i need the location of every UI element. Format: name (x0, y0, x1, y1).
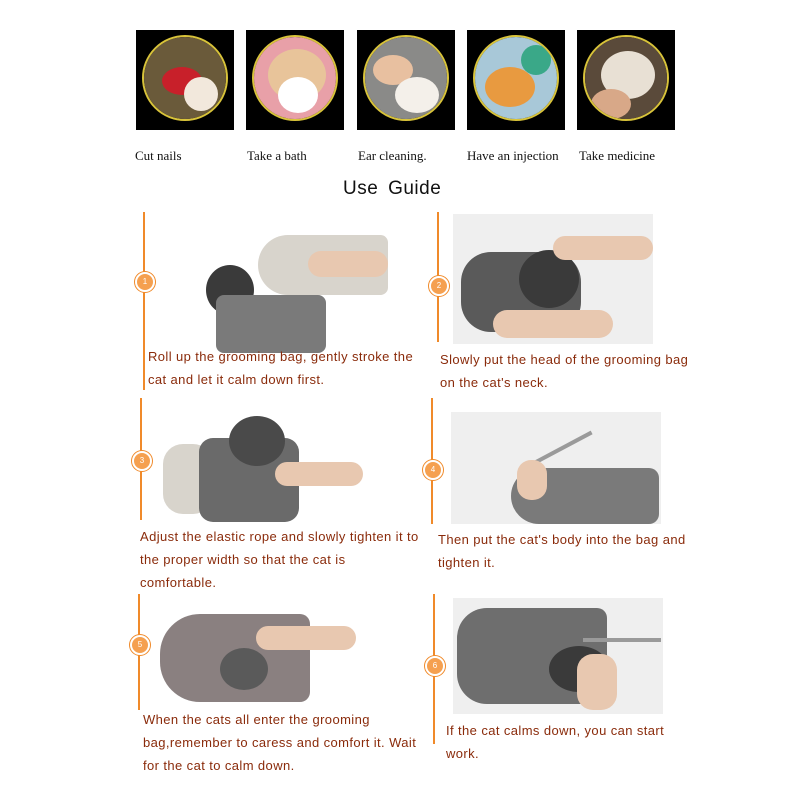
step-5 (138, 594, 428, 794)
step-3-photo (163, 410, 363, 522)
use-label-take-bath: Take a bath (247, 148, 307, 163)
step-number-badge: 5 (130, 635, 150, 655)
step-5-text: When the cats all enter the grooming bag,remember to caress and comfort it. Wait for the cat to calm down. (143, 712, 417, 773)
use-label-ear-cleaning: Ear cleaning. (358, 148, 427, 163)
step-number-badge: 4 (423, 460, 443, 480)
step-number-badge: 1 (135, 272, 155, 292)
use-label-take-medicine: Take medicine (579, 148, 655, 163)
use-guide-title: Use Guide (343, 178, 442, 199)
step-2-text: Slowly put the head of the grooming bag on the cat's neck. (440, 352, 689, 390)
step-number-badge: 2 (429, 276, 449, 296)
use-label-injection: Have an injection (467, 148, 559, 163)
use-cases-row (0, 30, 800, 170)
step-5-photo (156, 608, 364, 704)
step-6-photo (453, 598, 663, 714)
step-1-text: Roll up the grooming bag, gently stroke the cat and let it calm down first. (148, 349, 414, 387)
step-3-text: Adjust the elastic rope and slowly tighten it to the proper width so that the cat is comfortable. (140, 529, 419, 590)
step-number-badge: 3 (132, 451, 152, 471)
step-4-text: Then put the cat's body into the bag and tighten it. (438, 532, 686, 570)
step-divider-line (143, 212, 145, 390)
step-2 (437, 212, 687, 397)
cut-nails-image (136, 30, 234, 130)
use-label-cut-nails: Cut nails (135, 148, 182, 163)
step-3 (140, 398, 430, 593)
step-1-photo (198, 225, 388, 353)
step-6 (433, 594, 693, 794)
step-2-photo (453, 214, 653, 344)
step-4 (431, 398, 691, 593)
injection-image (467, 30, 565, 130)
take-bath-image (246, 30, 344, 130)
step-6-text: If the cat calms down, you can start work. (446, 723, 665, 761)
step-4-photo (451, 412, 661, 524)
step-1 (143, 212, 423, 397)
ear-cleaning-image (357, 30, 455, 130)
take-medicine-image (577, 30, 675, 130)
step-number-badge: 6 (425, 656, 445, 676)
